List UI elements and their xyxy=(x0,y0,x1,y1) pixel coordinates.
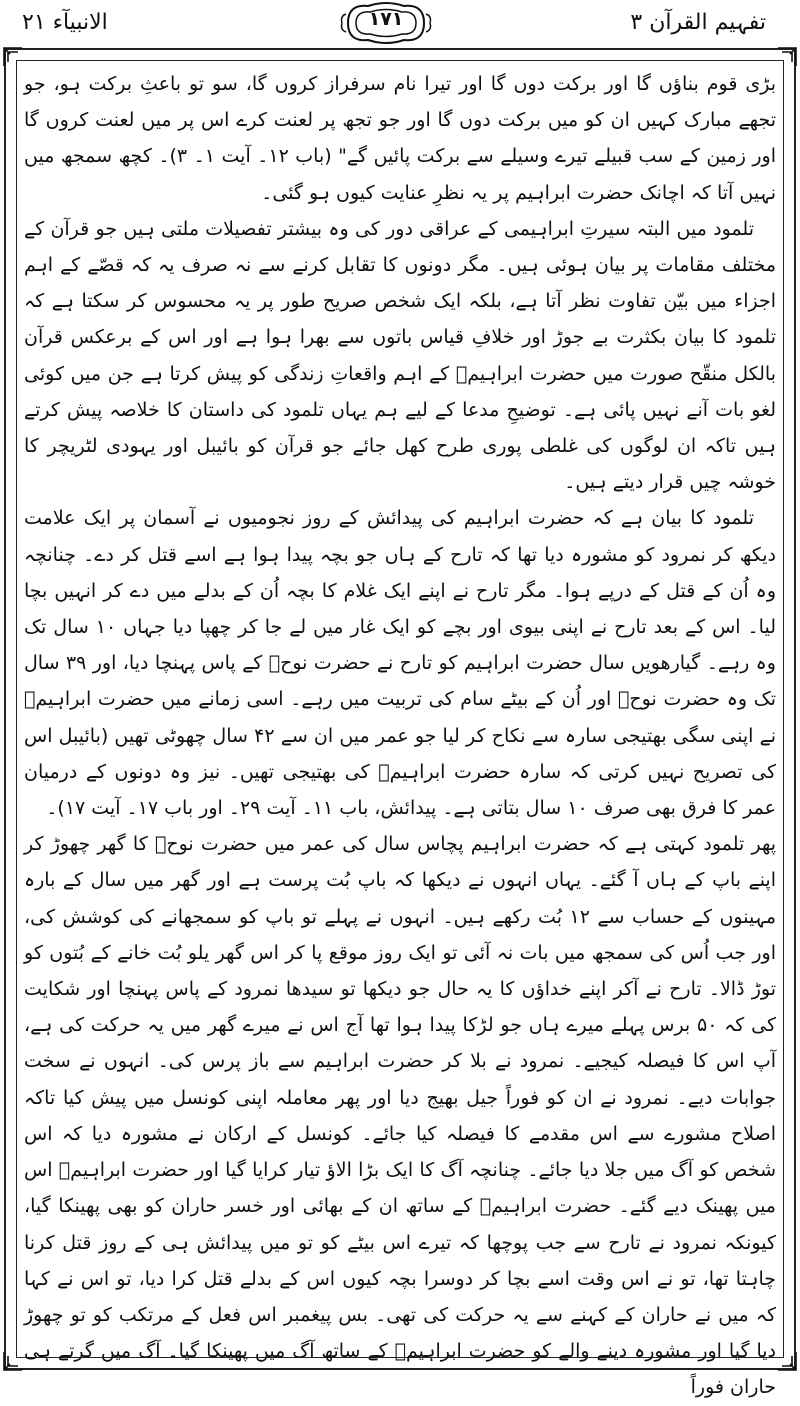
corner-ornament-icon xyxy=(776,46,798,68)
paragraph: پھر تلمود کہتی ہے کہ حضرت ابراہیم پچاس سال کی عمر میں حضرت نوحؑ کا گھر چھوڑ کر اپنے باپ کے ہاں آ گئے۔ یہاں انہوں نے دیکھا کہ باپ بُت پرست ہے اور گھر میں سال کے بارہ مہینوں کے حساب سے ۱۲ بُت رکھے ہیں۔ انہوں نے پہلے تو باپ کو سمجھانے کی کوشش کی، اور جب اُس کی سمجھ میں بات نہ آئی تو ایک روز موقع پا کر اس گھر یلو بُت خانے کے بُتوں کو توڑ ڈالا۔ تارح نے آکر اپنے خداؤں کا یہ حال جو دیکھا تو سیدھا نمرود کے پاس پہنچا اور شکایت کی کہ ۵۰ برس پہلے میرے ہاں جو لڑکا پیدا ہوا تھا آج اس نے میرے گھر میں یہ حرکت کی ہے، آپ اس کا فیصلہ کیجیے۔ نمرود نے بلا کر حضرت ابراہیم سے باز پرس کی۔ انہوں نے سخت جوابات دیے۔ نمرود نے ان کو فوراً جیل بھیج دیا اور پھر معاملہ اپنی کونسل میں پیش کیا تاکہ اصلاح مشورے سے اس مقدمے کا فیصلہ کیا جائے۔ کونسل کے ارکان نے مشورہ دیا کہ اس شخص کو آگ میں جلا دیا جائے۔ چنانچہ آگ کا ایک بڑا الاؤ تیار کرایا گیا اور حضرت ابراہیمؑ اس میں پھینک دیے گئے۔ حضرت ابراہیمؑ کے ساتھ ان کے بھائی اور خسر حاران کو بھی پھینکا گیا، کیونکہ نمرود نے تارح سے جب پوچھا کہ تیرے اس بیٹے کو تو میں پیدائش ہی کے روز قتل کرنا چاہتا تھا، تو نے اس وقت اسے بچا کر دوسرا بچہ کیوں اس کے بدلے قتل کرا دیا، تو اس نے کہا کہ میں نے حاران کے کہنے سے یہ حرکت کی تھی۔ بس پیغمبر اس فعل کے مرتکب کو تو چھوڑ دیا گیا اور مشورہ دینے والے کو حضرت ابراہیمؑ کے ساتھ آگ میں پھینکا گیا۔ آگ میں گرتے ہی حاران فوراً xyxy=(24,833,776,1399)
paragraph: بڑی قوم بناؤں گا اور برکت دوں گا اور تیرا نام سرفراز کروں گا، سو تو باعثِ برکت ہو، جو تجھے مبارک کہیں ان کو میں برکت دوں گا اور جو تجھ پر لعنت کرے اس پر میں لعنت کروں گا اور زمین کے سب قبیلے تیرے وسیلے سے برکت پائیں گے" (باب ۱۲۔ آیت ۱۔ ۳)۔ کچھ سمجھ میں نہیں آتا کہ اچانک حضرت ابراہیم پر یہ نظرِ عنایت کیوں ہو گئی۔ xyxy=(24,73,777,204)
page-header xyxy=(0,0,800,48)
corner-ornament-icon xyxy=(2,46,24,68)
corner-ornament-icon xyxy=(2,1350,24,1372)
page-number: ۱۷۱ xyxy=(368,8,404,30)
body-text xyxy=(24,66,777,1399)
book-title: تفہیم القرآن ۳ xyxy=(630,10,766,35)
paragraph: تلمود کا بیان ہے کہ حضرت ابراہیم کی پیدائش کے روز نجومیوں نے آسمان پر ایک علامت دیکھ کر نمرود کو مشورہ دیا تھا کہ تارح کے ہاں جو بچہ پیدا ہوا ہے اسے قتل کر دے۔ چنانچہ وہ اُن کے قتل کے درپے ہوا۔ مگر تارح نے اپنے ایک غلام کا بچہ اُن کے بدلے میں دے کر انہیں بچا لیا۔ اس کے بعد تارح نے اپنی بیوی اور بچے کو ایک غار میں لے جا کر چھپا دیا جہاں ۱۰ سال تک وہ رہے۔ گیارھویں سال حضرت ابراہیم کو تارح نے حضرت نوحؑ کے پاس پہنچا دیا، اور ۳۹ سال تک وہ حضرت نوحؑ اور اُن کے بیٹے سام کی تربیت میں رہے۔ اسی زمانے میں حضرت ابراہیمؑ نے اپنی سگی بھتیجی سارہ سے نکاح کر لیا جو عمر میں ان سے ۴۲ سال چھوٹی تھیں (بائیبل اس کی تصریح نہیں کرتی کہ سارہ حضرت ابراہیمؑ کی بھتیجی تھیں۔ نیز وہ دونوں کے درمیان عمر کا فرق بھی صرف ۱۰ سال بتاتی ہے۔ پیدائش، باب ۱۱۔ آیت ۲۹۔ اور باب ۱۷۔ آیت ۱۷)۔ xyxy=(24,507,776,820)
corner-ornament-icon xyxy=(776,1350,798,1372)
paragraph: تلمود میں البتہ سیرتِ ابراہیمی کے عراقی دور کی وہ بیشتر تفصیلات ملتی ہیں جو قرآن کے مختلف مقامات پر بیان ہوئی ہیں۔ مگر دونوں کا تقابل کرنے سے نہ صرف یہ کہ قصّے کے اہم اجزاء میں بیّن تفاوت نظر آتا ہے، بلکہ ایک شخص صریح طور پر یہ محسوس کر سکتا ہے کہ تلمود کا بیان بکثرت بے جوڑ اور خلافِ قیاس باتوں سے بھرا ہوا ہے اور اس کے برعکس قرآن بالکل منقّح صورت میں حضرت ابراہیمؑ کے اہم واقعاتِ زندگی کو پیش کرتا ہے جن میں کوئی لغو بات آنے نہیں پائی ہے۔ توضیحِ مدعا کے لیے ہم یہاں تلمود کی داستان کا خلاصہ پیش کرتے ہیں تاکہ ان لوگوں کی غلطی پوری طرح کھل جائے جو قرآن کو بائیبل اور یہودی لٹریچر کا خوشہ چیں قرار دیتے ہیں۔ xyxy=(24,217,776,494)
surah-name: الانبیآء ۲۱ xyxy=(22,10,108,35)
